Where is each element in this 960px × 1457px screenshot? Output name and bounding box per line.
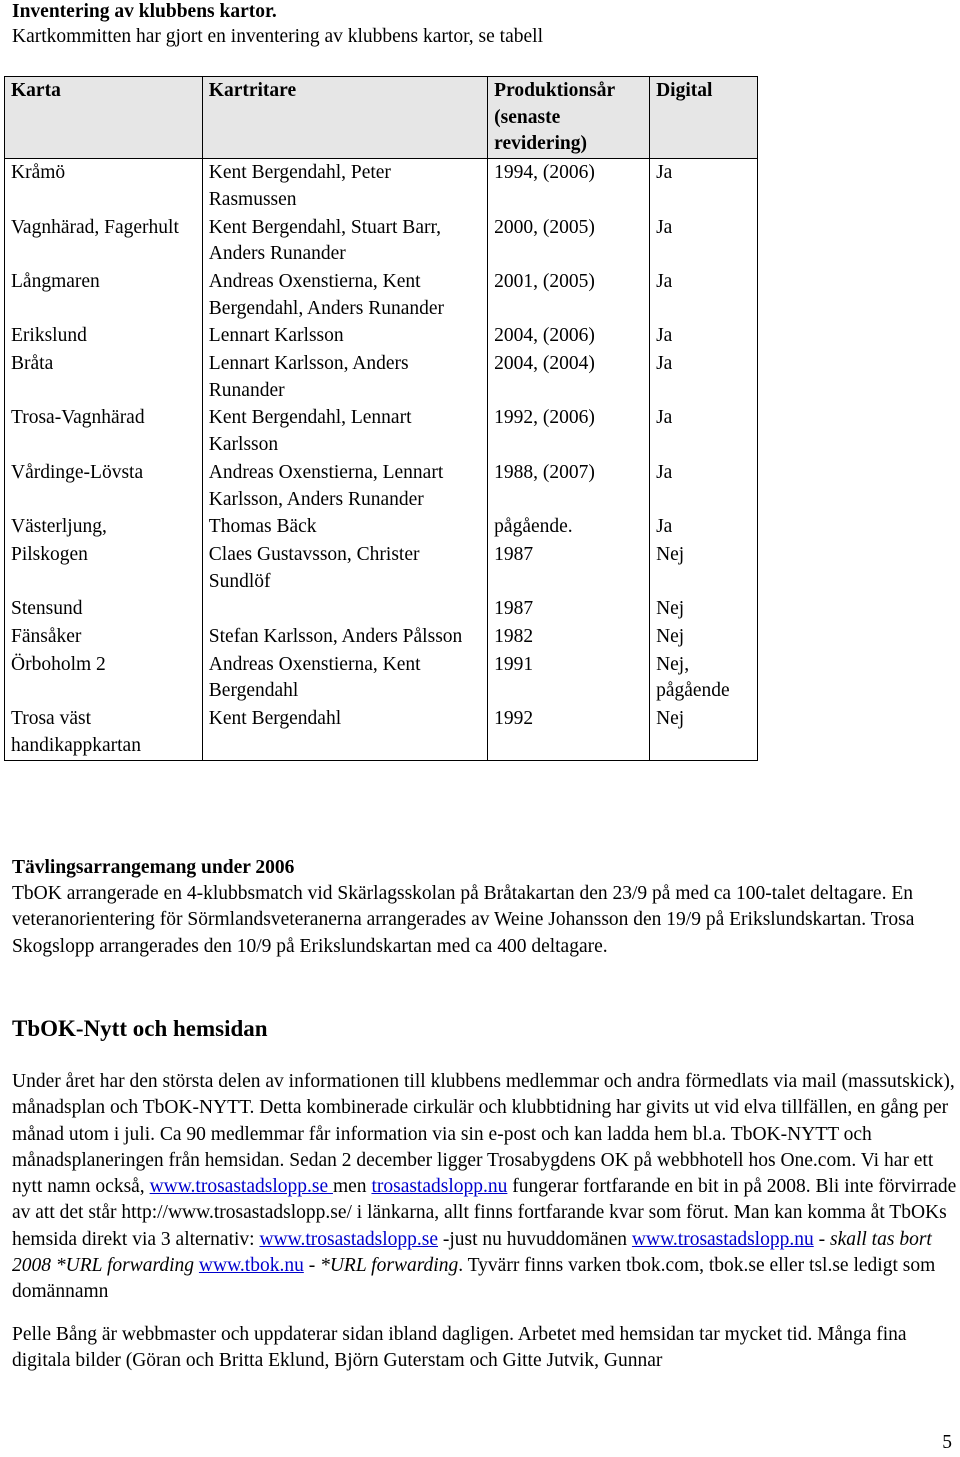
table-row [5, 350, 758, 404]
cell-production-year: 2004, (2006) [488, 322, 650, 350]
cell-map-name: Stensund [5, 595, 203, 623]
cell-digital: Ja [650, 159, 758, 214]
table-row [5, 459, 758, 513]
cell-map-name: Trosa väst handikappkartan [5, 705, 203, 760]
table-row [5, 322, 758, 350]
cell-production-year: 2001, (2005) [488, 268, 650, 322]
cell-production-year: 1992, (2006) [488, 404, 650, 458]
intro-text: Kartkommitten har gjort en inventering av klubbens kartor, se tabell [12, 26, 543, 47]
cell-digital: Ja [650, 513, 758, 541]
cell-digital: Nej [650, 595, 758, 623]
cell-map-name: Vagnhärad, Fagerhult [5, 214, 203, 268]
cell-map-name: Vårdinge-Lövsta [5, 459, 203, 513]
cell-map-name: Erikslund [5, 322, 203, 350]
cell-cartographer: Kent Bergendahl, Lennart Karlsson [202, 404, 487, 458]
link-www-tbok-nu[interactable]: www.tbok.nu [198, 1255, 304, 1277]
tbok-text-e: - skall tas bort 2008 *URL forwarding [12, 1228, 932, 1277]
tbok-text-d: -just nu huvuddomänen [438, 1228, 632, 1250]
tavling-body: TbOK arrangerade en 4-klubbsmatch vid Skärlagsskolan på Bråtakartan den 23/9 på med ca 100-talet deltagare. En veteranorientering för Sörmlandsveteranerna arrangerades av Weine Johansson den 19/9 på Erikslundskartan. Trosa Skogslopp arrangerades den 10/9 på Erikslundskartan med ca 400 deltagare. [12, 883, 915, 957]
cell-production-year: 1987 [488, 595, 650, 623]
column-header-karta: Karta [5, 77, 203, 159]
tbok-text-a: Under året har den största delen av informationen till klubbens medlemmar och andra förmedlats via mail (massutskick), månadsplan och TbOK-NYTT. Detta kombinerade cirkulär och klubbtidning har givits ut vid elva tillfällen, en gång per månad utom i juli. Ca 90 medlemmar får information via sin e-post och kan ladda hem bl.a. TbOK-NYTT och månadsplaneringen från hemsidan. Sedan 2 december ligger Trosabygdens OK på webbhotell hos One.com. Vi har ett nytt namn också, [12, 1071, 955, 1198]
cell-production-year: 2004, (2004) [488, 350, 650, 404]
cell-map-name: Västerljung, [5, 513, 203, 541]
cell-map-name: Trosa-Vagnhärad [5, 404, 203, 458]
table-row [5, 268, 758, 322]
cell-map-name: Fänsåker [5, 623, 203, 651]
link-trosastadslopp-nu[interactable]: trosastadslopp.nu [371, 1176, 508, 1198]
cell-production-year: 1992 [488, 705, 650, 760]
cell-production-year: pågående. [488, 513, 650, 541]
cell-cartographer: Andreas Oxenstierna, Lennart Karlsson, Anders Runander [202, 459, 487, 513]
cell-digital: Nej, pågående [650, 651, 758, 705]
column-header-kartritare: Kartritare [202, 77, 487, 159]
cell-map-name: Långmaren [5, 268, 203, 322]
tbok-text-f: - *URL forwarding [303, 1255, 459, 1277]
tavling-section [12, 855, 957, 960]
cell-digital: Nej [650, 705, 758, 760]
cell-cartographer: Thomas Bäck [202, 513, 487, 541]
tbok-section [12, 1014, 957, 1374]
tavling-title: Tävlingsarrangemang under 2006 [12, 857, 295, 878]
cell-digital: Nej [650, 541, 758, 595]
cell-production-year: 1987 [488, 541, 650, 595]
table-row [5, 214, 758, 268]
tbok-title: TbOK-Nytt och hemsidan [12, 1016, 268, 1041]
cell-cartographer: Kent Bergendahl, Stuart Barr, Anders Runander [202, 214, 487, 268]
column-header-produktionsar: Produktionsår (senaste revidering) [488, 77, 650, 159]
cell-digital: Ja [650, 322, 758, 350]
cell-map-name: Pilskogen [5, 541, 203, 595]
cell-digital: Ja [650, 214, 758, 268]
maps-table [4, 76, 758, 761]
cell-cartographer: Lennart Karlsson, Anders Runander [202, 350, 487, 404]
table-row [5, 513, 758, 541]
cell-production-year: 2000, (2005) [488, 214, 650, 268]
table-row [5, 595, 758, 623]
link-www-trosastadslopp-nu[interactable]: www.trosastadslopp.nu [631, 1228, 814, 1250]
cell-map-name: Kråmö [5, 159, 203, 214]
cell-cartographer: Stefan Karlsson, Anders Pålsson [202, 623, 487, 651]
cell-digital: Ja [650, 459, 758, 513]
column-header-digital: Digital [650, 77, 758, 159]
tbok-paragraph-2: Pelle Bång är webbmaster och uppdaterar sidan ibland dagligen. Arbetet med hemsidan tar mycket tid. Många fina digitala bilder (Göran och Britta Eklund, Björn Guterstam och Gitte Jutvik, Gunnar [12, 1323, 907, 1371]
cell-digital: Ja [650, 404, 758, 458]
cell-map-name: Bråta [5, 350, 203, 404]
cell-cartographer [202, 595, 487, 623]
table-row [5, 705, 758, 760]
tbok-paragraph-1 [12, 1069, 957, 1306]
cell-production-year: 1988, (2007) [488, 459, 650, 513]
cell-cartographer: Lennart Karlsson [202, 322, 487, 350]
tbok-text-c: fungerar fortfarande en bit in på 2008. Bli inte förvirrade av att det står http://www.trosastadslopp.se/ i länkarna, allt finns fortfarande kvar som förut. Man kan komma åt TbOKs hemsida direkt via 3 alternativ: [12, 1176, 957, 1250]
table-row [5, 651, 758, 705]
cell-production-year: 1991 [488, 651, 650, 705]
cell-cartographer: Kent Bergendahl, Peter Rasmussen [202, 159, 487, 214]
cell-cartographer: Andreas Oxenstierna, Kent Bergendahl, Anders Runander [202, 268, 487, 322]
tbok-text-g: . Tyvärr finns varken tbok.com, tbok.se eller tsl.se ledigt som domännamn [12, 1255, 936, 1303]
table-header-row [5, 77, 758, 159]
link-trosastadslopp-se[interactable]: www.trosastadslopp.se [149, 1176, 333, 1198]
link-www-trosastadslopp-se[interactable]: www.trosastadslopp.se [259, 1228, 439, 1250]
cell-cartographer: Andreas Oxenstierna, Kent Bergendahl [202, 651, 487, 705]
cell-digital: Nej [650, 623, 758, 651]
table-row [5, 623, 758, 651]
cell-cartographer: Claes Gustavsson, Christer Sundlöf [202, 541, 487, 595]
cell-map-name: Örboholm 2 [5, 651, 203, 705]
page-number: 5 [942, 1432, 952, 1453]
cell-production-year: 1982 [488, 623, 650, 651]
cell-digital: Ja [650, 350, 758, 404]
cell-production-year: 1994, (2006) [488, 159, 650, 214]
tbok-text-b: men [332, 1176, 372, 1198]
table-row [5, 159, 758, 214]
document-heading: Inventering av klubbens kartor. [12, 1, 277, 22]
cell-cartographer: Kent Bergendahl [202, 705, 487, 760]
table-row [5, 404, 758, 458]
table-row [5, 541, 758, 595]
cell-digital: Ja [650, 268, 758, 322]
